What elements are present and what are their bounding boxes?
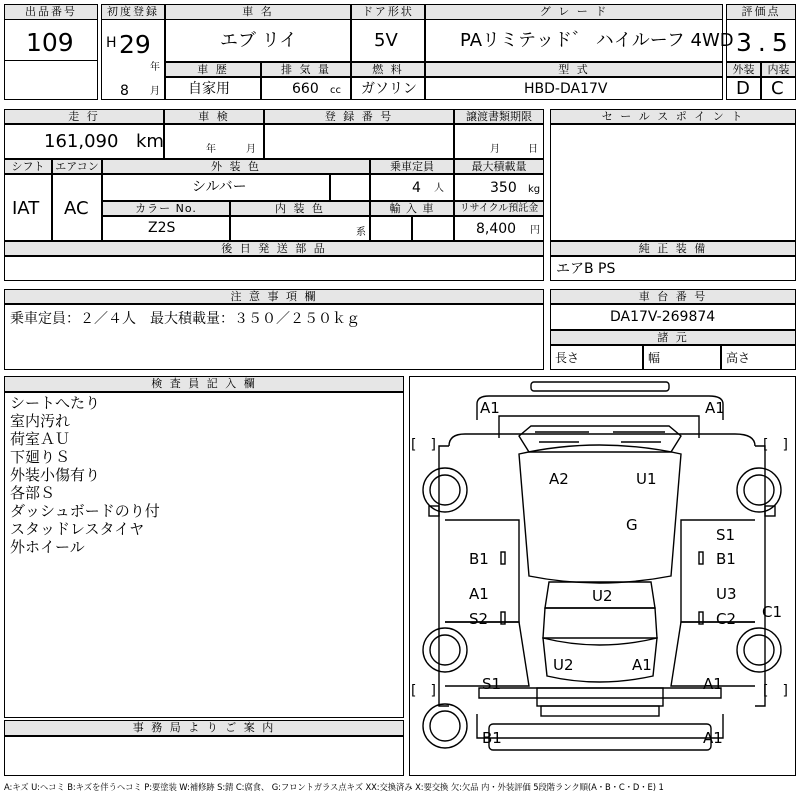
- chassis-number: DA17V-269874: [610, 309, 716, 325]
- inspector-line: ダッシュボードのり付: [10, 502, 160, 520]
- notes: 乗車定員：２／４人 最大積載量：３５０／２５０ｋｇ: [10, 311, 360, 327]
- ext-color-label: 外 装 色: [102, 159, 370, 174]
- inspector-line: 各部Ｓ: [10, 484, 56, 502]
- score-label: 評価点: [726, 4, 796, 20]
- capacity: 4: [412, 180, 421, 196]
- transfer-day-unit: 日: [528, 144, 538, 155]
- wheel-rear-right-inner: [744, 635, 774, 665]
- import-cell-1: [370, 216, 412, 241]
- inspector-line: スタッドレスタイヤ: [10, 520, 145, 538]
- roof-panel: [519, 445, 681, 583]
- reg-no-cell: [264, 124, 454, 159]
- damage-mark: A1: [632, 656, 652, 674]
- recycle-label: リサイクル預託金: [454, 201, 544, 216]
- transfer-label: 譲渡書類期限: [454, 109, 544, 124]
- max-load: 350: [490, 180, 517, 196]
- max-load-unit: kg: [528, 184, 541, 195]
- wheel-front-right-inner: [744, 475, 774, 505]
- inspection-label: 車 検: [164, 109, 264, 124]
- damage-mark: U2: [592, 587, 613, 605]
- shift: IAT: [12, 198, 40, 219]
- damage-mark: A1: [469, 585, 489, 603]
- office-cell: [4, 736, 404, 776]
- color-no: Z2S: [148, 220, 176, 236]
- inspector-line: 外ホイール: [10, 538, 85, 556]
- era: H: [106, 35, 117, 51]
- rear-bumper-bottom: [541, 706, 659, 716]
- left-front-door: [445, 520, 519, 622]
- first-reg-label: 初度登録: [101, 4, 165, 20]
- int-color-label: 内 装 色: [230, 201, 370, 216]
- displacement-label: 排 気 量: [261, 62, 351, 77]
- width-label: 幅: [648, 351, 661, 365]
- damage-mark: A1: [705, 399, 725, 417]
- damage-mark: S1: [482, 675, 502, 693]
- damage-mark: G: [626, 516, 638, 534]
- notes-label: 注 意 事 項 欄: [4, 289, 544, 304]
- history: 自家用: [188, 81, 230, 97]
- car-name: エブ リイ: [220, 30, 298, 51]
- damage-mark: U1: [636, 470, 657, 488]
- capacity-label: 乗車定員: [370, 159, 454, 174]
- inspector-line: 外装小傷有り: [10, 466, 101, 484]
- inspector-line: 下廻りＳ: [10, 448, 71, 466]
- genuine-label: 純 正 装 備: [550, 241, 796, 256]
- int-color-suffix: 系: [356, 227, 366, 238]
- max-load-label: 最大積載量: [454, 159, 544, 174]
- ext-color-cell-2: [330, 174, 370, 201]
- color-no-label: カラー No.: [102, 201, 230, 216]
- grade-label: グ レ ー ド: [425, 4, 723, 20]
- spare-wheel-left-inner: [430, 711, 460, 741]
- windshield-shape: [519, 426, 681, 452]
- ac: AC: [64, 198, 89, 219]
- import-cell-2: [412, 216, 454, 241]
- damage-mark: B1: [469, 550, 489, 568]
- bracket-left-bottom: [ ]: [411, 683, 436, 699]
- import-label: 輸 入 車: [370, 201, 454, 216]
- ext-color: シルバー: [192, 179, 247, 195]
- inspector-line: 室内汚れ: [10, 412, 71, 430]
- inspection-year-unit: 年: [206, 144, 216, 155]
- recycle: 8,400: [476, 221, 517, 237]
- damage-mark: A1: [703, 729, 723, 747]
- model: HBD-DA17V: [524, 81, 608, 97]
- damage-mark: U2: [553, 656, 574, 674]
- car-diagram: [409, 376, 796, 776]
- damage-mark: A1: [703, 675, 723, 693]
- later-parts-cell: [4, 256, 544, 281]
- rear-bumper-top: [537, 688, 663, 706]
- damage-mark: S2: [469, 610, 489, 628]
- lot-number-label: 出品番号: [4, 4, 98, 20]
- damage-mark: C2: [716, 610, 737, 628]
- inspector-line: シートへたり: [10, 394, 101, 412]
- sales-point-label: セ ー ル ス ポ イ ン ト: [550, 109, 796, 124]
- front-bumper-shape: [531, 382, 669, 391]
- bracket-left-top: [ ]: [411, 437, 436, 453]
- genuine: エアB PS: [556, 261, 616, 277]
- right-door-handle: [699, 552, 703, 564]
- door-type: 5V: [374, 30, 398, 51]
- damage-mark: B1: [716, 550, 736, 568]
- mileage-label: 走 行: [4, 109, 164, 124]
- cargo-floor: [543, 608, 657, 638]
- reg-no-label: 登 録 番 号: [264, 109, 454, 124]
- legend: A:キズ U:ヘコミ B:キズを伴うヘコミ P:要塗装 W:補修跡 S:錆 C:腐食、 G:フロントガラス点キズ XX:交換済み X:要交換 欠:欠品 内・外装評価 5段階ランク順(A・B・C・D・E) 1: [4, 782, 664, 792]
- tailgate-edge: [479, 688, 721, 698]
- model-label: 型 式: [425, 62, 723, 77]
- month-unit: 月: [150, 86, 160, 97]
- interior-grade-label: 内装: [761, 62, 796, 77]
- roofline-front: [449, 434, 755, 446]
- exterior-grade: D: [736, 78, 750, 99]
- mileage: 161,090: [44, 131, 119, 152]
- grade: PAリミテッド゛ ハイルーフ 4WD: [460, 30, 734, 51]
- bracket-right-bottom: [ ]: [763, 683, 788, 699]
- inspection-month-unit: 月: [246, 144, 256, 155]
- height-label: 高さ: [726, 351, 751, 365]
- later-parts-label: 後 日 発 送 部 品: [4, 241, 544, 256]
- history-label: 車 歴: [165, 62, 261, 77]
- lot-number: 109: [26, 28, 74, 57]
- exterior-grade-label: 外装: [726, 62, 761, 77]
- damage-mark: C1: [762, 603, 783, 621]
- fuel: ガソリン: [361, 81, 417, 97]
- damage-mark: S1: [716, 526, 736, 544]
- damage-mark: A1: [480, 399, 500, 417]
- capacity-unit: 人: [434, 183, 444, 194]
- sales-point-cell: [550, 124, 796, 241]
- shift-label: シフト: [4, 159, 52, 174]
- wheel-rear-left-inner: [430, 635, 460, 665]
- displacement-unit: cc: [330, 85, 341, 96]
- left-body-edge: [439, 446, 449, 706]
- right-body-edge: [755, 446, 765, 706]
- inspector-notes: [10, 394, 160, 556]
- inspector-label: 検 査 員 記 入 欄: [4, 376, 404, 392]
- rear-panel: [489, 724, 711, 750]
- rear-outline: [477, 714, 723, 738]
- door-label: ドア形状: [351, 4, 425, 20]
- lot-number-blank: [4, 60, 98, 100]
- inspector-line: 荷室ＡＵ: [10, 430, 71, 448]
- damage-mark: U3: [716, 585, 737, 603]
- first-reg-year: 29: [119, 30, 151, 59]
- int-color-cell: [230, 216, 370, 241]
- damage-mark: A2: [549, 470, 569, 488]
- dims-label: 諸 元: [550, 330, 796, 345]
- mileage-unit: km: [136, 131, 164, 152]
- displacement: 660: [292, 81, 319, 97]
- damage-mark: B1: [482, 729, 502, 747]
- ac-label: エアコン: [52, 159, 102, 174]
- bracket-right-top: [ ]: [763, 437, 788, 453]
- first-reg-month: 8: [120, 83, 129, 99]
- interior-grade: C: [771, 78, 784, 99]
- chassis-label: 車 台 番 号: [550, 289, 796, 304]
- office-label: 事 務 局 よ り ご 案 内: [4, 720, 404, 736]
- left-door-handle: [501, 552, 505, 564]
- wheel-front-left-inner: [430, 475, 460, 505]
- transfer-month-unit: 月: [490, 144, 500, 155]
- recycle-unit: 円: [530, 225, 540, 236]
- car-name-label: 車 名: [165, 4, 351, 20]
- year-unit: 年: [150, 62, 160, 73]
- fuel-label: 燃 料: [351, 62, 425, 77]
- score: 3.5: [736, 28, 794, 57]
- length-label: 長さ: [555, 351, 580, 365]
